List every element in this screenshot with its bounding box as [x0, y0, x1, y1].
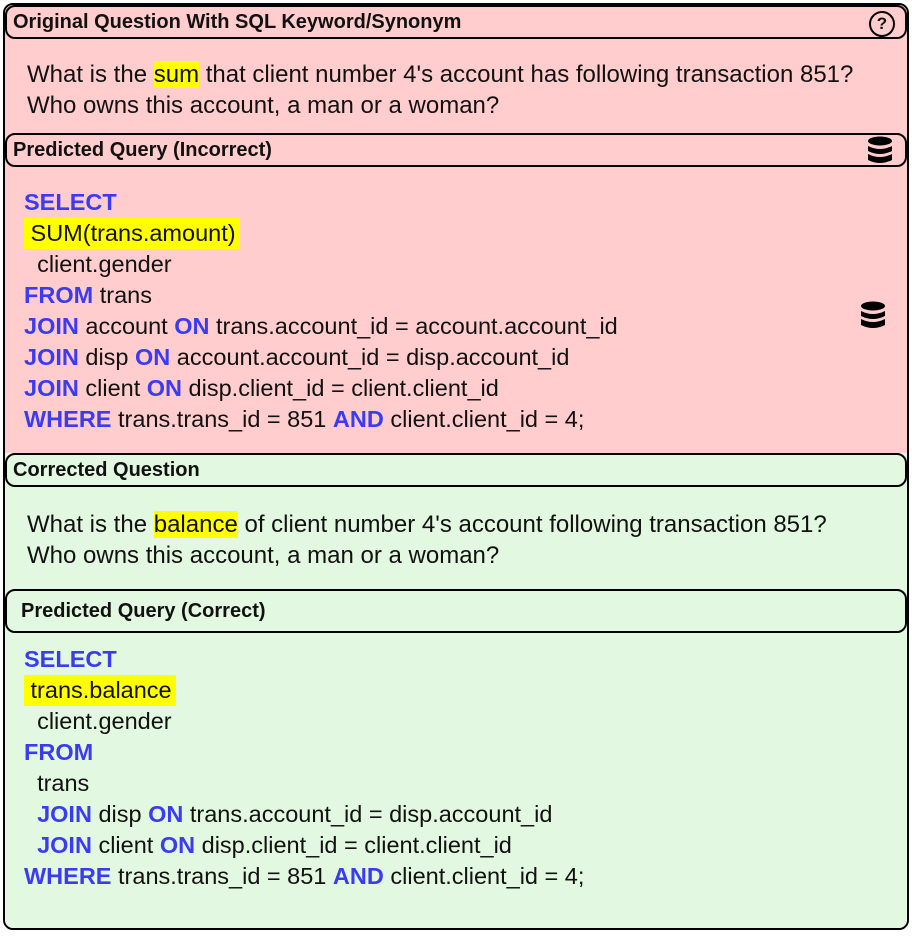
original-question-header: [5, 5, 907, 39]
sql-text: client.client_id = 4;: [383, 863, 585, 889]
sql-keyword: ON: [148, 801, 184, 827]
correct-section: [5, 453, 907, 928]
code-line: [24, 249, 618, 280]
sql-text: disp: [78, 344, 136, 370]
sql-text: client: [91, 832, 160, 858]
database-icon: [867, 136, 893, 166]
highlighted-expression: trans.balance: [24, 675, 176, 706]
corrected-question-header: [5, 453, 907, 487]
code-line: [24, 644, 584, 675]
predicted-correct-header: [5, 589, 907, 633]
predicted-incorrect-query: [24, 187, 618, 435]
sql-text: account: [78, 313, 175, 339]
sql-keyword: JOIN: [24, 344, 79, 370]
sql-keyword: FROM: [24, 282, 94, 308]
code-line: [24, 706, 584, 737]
corrected-question-title: Corrected Question: [13, 458, 200, 481]
sql-keyword: ON: [159, 832, 196, 858]
code-line: [24, 218, 618, 249]
sql-keyword: WHERE: [24, 863, 112, 889]
code-line: [24, 675, 584, 706]
sql-keyword: WHERE: [24, 406, 112, 432]
sql-keyword: SELECT: [24, 646, 117, 672]
original-question-highlight: sum: [153, 61, 200, 88]
sql-keyword: ON: [146, 375, 183, 401]
sql-keyword: ON: [135, 344, 171, 370]
comparison-figure: [3, 3, 909, 930]
sql-keyword: ON: [174, 313, 210, 339]
sql-keyword: FROM: [24, 739, 94, 765]
code-line: [24, 187, 618, 218]
code-line: [24, 799, 584, 830]
code-line: [24, 768, 584, 799]
sql-text: client.gender: [37, 708, 172, 734]
predicted-correct-title: Predicted Query (Correct): [21, 599, 266, 622]
sql-text: client: [78, 375, 147, 401]
sql-keyword: JOIN: [24, 375, 79, 401]
code-line: [24, 737, 584, 768]
sql-text: trans: [37, 770, 90, 796]
sql-keyword: AND: [332, 406, 384, 432]
sql-text: disp: [91, 801, 149, 827]
sql-text: trans.trans_id = 851: [111, 863, 333, 889]
sql-text: account.account_id = disp.account_id: [170, 344, 570, 370]
highlighted-expression: SUM(trans.amount): [24, 218, 240, 249]
sql-keyword: JOIN: [37, 801, 92, 827]
predicted-correct-query: [24, 644, 584, 892]
code-line: [24, 861, 584, 892]
predicted-incorrect-title: Predicted Query (Incorrect): [13, 138, 272, 161]
code-line: [24, 830, 584, 861]
code-line: [24, 373, 618, 404]
sql-text: disp.client_id = client.client_id: [195, 832, 512, 858]
sql-text: trans.trans_id = 851: [111, 406, 333, 432]
sql-keyword: AND: [332, 863, 384, 889]
sql-keyword: SELECT: [24, 189, 117, 215]
sql-keyword: JOIN: [24, 313, 79, 339]
code-line: [24, 311, 618, 342]
incorrect-section: [5, 5, 907, 453]
predicted-incorrect-header: [5, 133, 907, 167]
corrected-question-text: What is the balance of client number 4's account following transaction 851? Who owns this account, a man or a woman?: [27, 511, 827, 569]
sql-text: trans: [93, 282, 152, 308]
sql-keyword: JOIN: [37, 832, 92, 858]
sql-text: client.gender: [37, 251, 172, 277]
code-line: [24, 280, 618, 311]
sql-text: client.client_id = 4;: [383, 406, 585, 432]
corrected-question-highlight: balance: [153, 511, 238, 538]
original-question-text: What is the sum that client number 4's account has following transaction 851? Who owns this account, a man or a woman?: [27, 61, 854, 119]
sql-text: trans.account_id = disp.account_id: [183, 801, 553, 827]
code-line: [24, 404, 618, 435]
database-icon: [860, 301, 886, 331]
original-question-title: Original Question With SQL Keyword/Synonym: [13, 10, 462, 33]
question-circle-icon[interactable]: ?: [869, 11, 895, 37]
sql-text: disp.client_id = client.client_id: [182, 375, 499, 401]
sql-text: trans.account_id = account.account_id: [209, 313, 618, 339]
code-line: [24, 342, 618, 373]
